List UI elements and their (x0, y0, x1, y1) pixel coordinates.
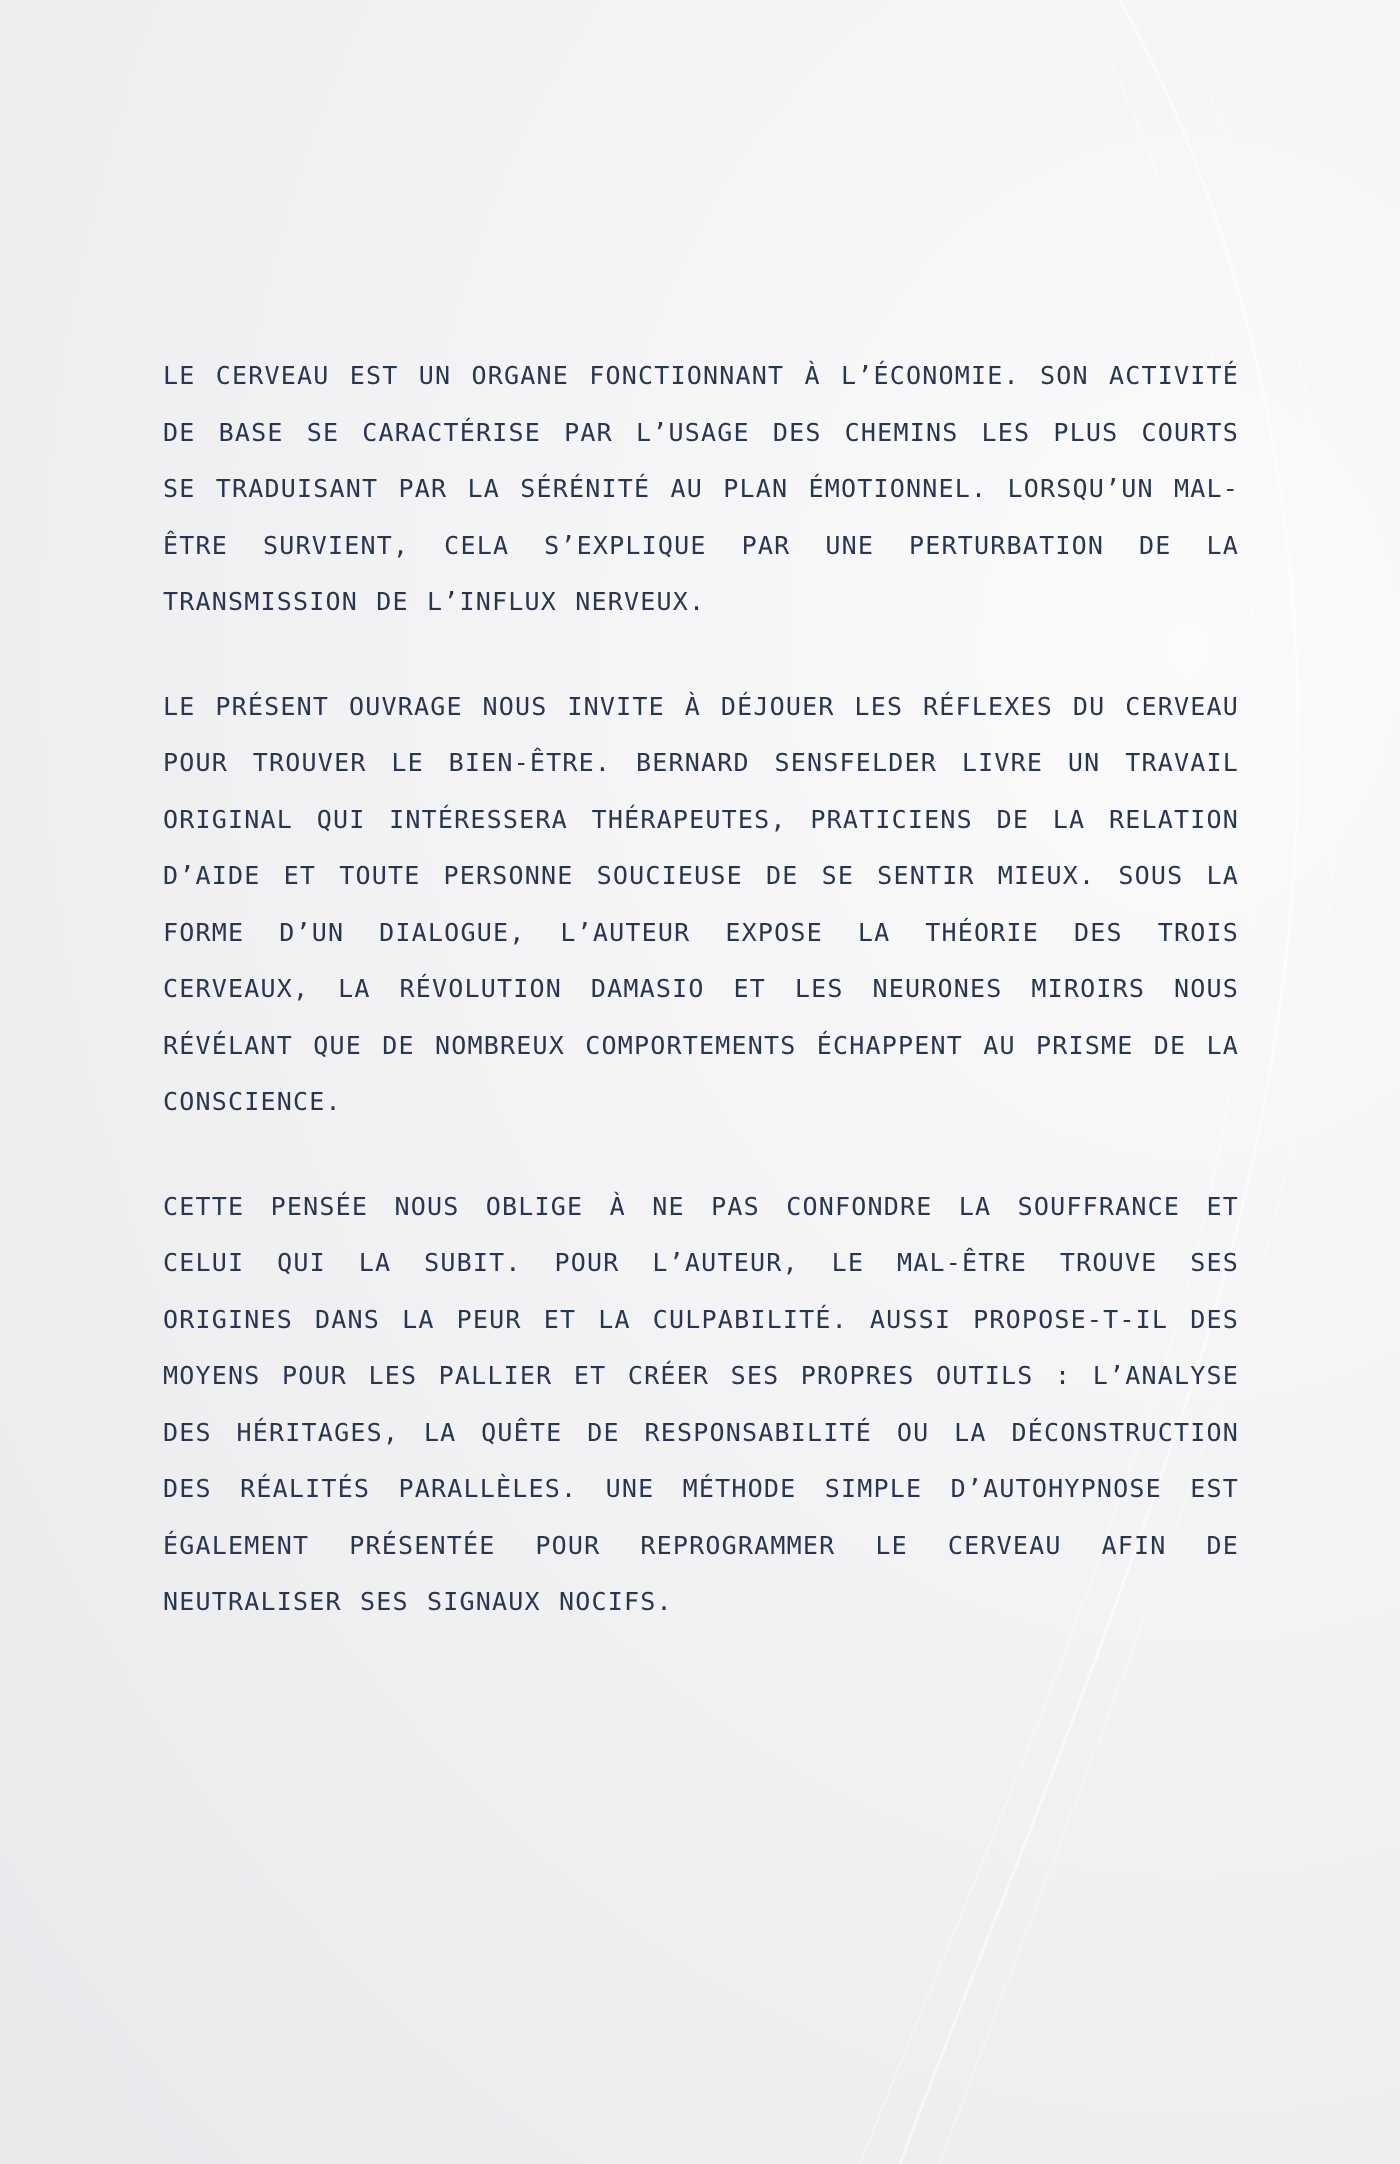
paragraph-3: CETTE PENSÉE NOUS OBLIGE À NE PAS CONFONDRE LA SOUFFRANCE ET CELUI QUI LA SUBIT. POUR L’AUTEUR, LE MAL-ÊTRE TROUVE SES ORIGINES DANS LA PEUR ET LA CULPABILITÉ. AUSSI PROPOSE-T-IL DES MOYENS POUR LES PALLIER ET CRÉER SES PROPRES OUTILS : L’ANALYSE DES HÉRITAGES, LA QUÊTE DE RESPONSABILITÉ OU LA DÉCONSTRUCTION DES RÉALITÉS PARALLÈLES. UNE MÉTHODE SIMPLE D’AUTOHYPNOSE EST ÉGALEMENT PRÉSENTÉE POUR REPROGRAMMER LE CERVEAU AFIN DE NEUTRALISER SES SIGNAUX NOCIFS. (163, 1191, 1239, 1616)
paragraph-2: LE PRÉSENT OUVRAGE NOUS INVITE À DÉJOUER LES RÉFLEXES DU CERVEAU POUR TROUVER LE BIEN-ÊTRE. BERNARD SENSFELDER LIVRE UN TRAVAIL ORIGINAL QUI INTÉRESSERA THÉRAPEUTES, PRATICIENS DE LA RELATION D’AIDE ET TOUTE PERSONNE SOUCIEUSE DE SE SENTIR MIEUX. SOUS LA FORME D’UN DIALOGUE, L’AUTEUR EXPOSE LA THÉORIE DES TROIS CERVEAUX, LA RÉVOLUTION DAMASIO ET LES NEURONES MIROIRS NOUS RÉVÉLANT QUE DE NOMBREUX COMPORTEMENTS ÉCHAPPENT AU PRISME DE LA CONSCIENCE. (163, 691, 1239, 1116)
back-cover-text (163, 348, 1239, 1679)
paragraph-1: LE CERVEAU EST UN ORGANE FONCTIONNANT À L’ÉCONOMIE. SON ACTIVITÉ DE BASE SE CARACTÉRISE PAR L’USAGE DES CHEMINS LES PLUS COURTS SE TRADUISANT PAR LA SÉRÉNITÉ AU PLAN ÉMOTIONNEL. LORSQU’UN MAL-ÊTRE SURVIENT, CELA S’EXPLIQUE PAR UNE PERTURBATION DE LA TRANSMISSION DE L’INFLUX NERVEUX. (163, 361, 1239, 616)
